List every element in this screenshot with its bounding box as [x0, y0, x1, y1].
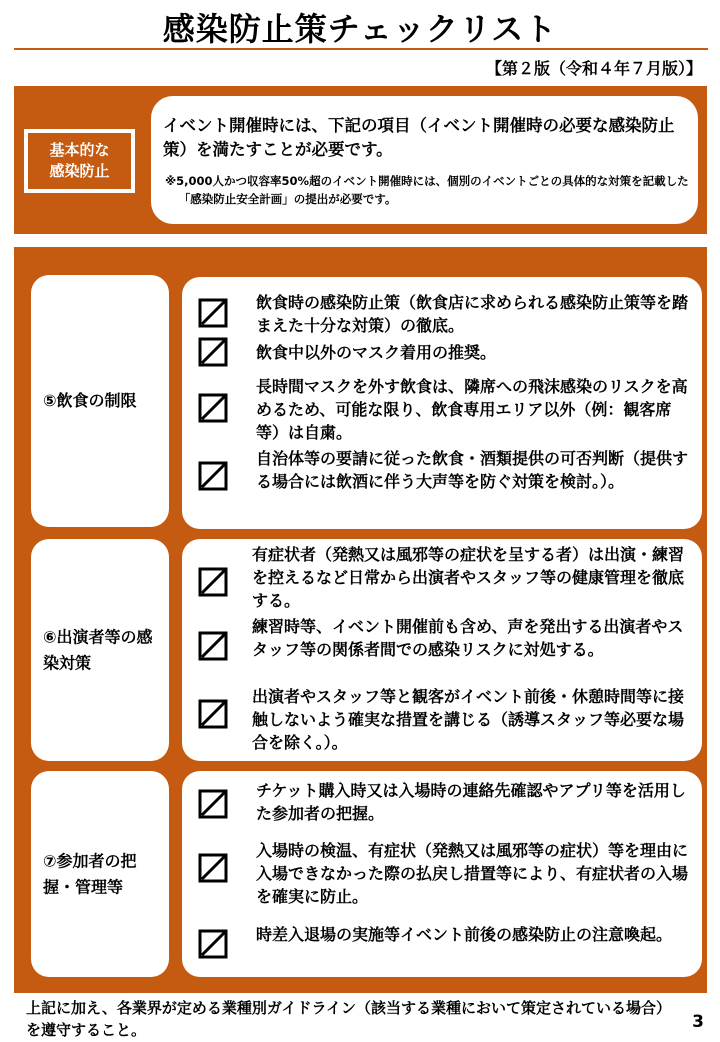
- checklist-item-text: 出演者やスタッフ等と観客がイベント前後・休憩時間等に接触しないよう確実な措置を講じる（誘導スタッフ等必要な場合を除く。）。: [252, 687, 685, 753]
- checkbox-icon[interactable]: [198, 461, 228, 491]
- footer-note: 上記に加え、各業界が定める業種別ガイドライン（該当する業種において策定されている場合）を遵守すること。: [26, 999, 672, 1039]
- section-title: ⑦参加者の把握・管理等: [43, 851, 137, 896]
- section-title: ⑥出演者等の感染対策: [43, 627, 153, 672]
- basic-main-text: イベント開催時には、下記の項目（イベント開催時の必要な感染防止策）を満たすことが必要です。: [163, 116, 675, 159]
- title-underline: [14, 48, 708, 50]
- checklist-item-text: 飲食時の感染防止策（飲食店に求められる感染防止策等を踏まえた十分な対策）の徹底。: [256, 293, 689, 336]
- basic-note: ※5,000人かつ収容率50%超のイベント開催時には、個別のイベントごとの具体的な対策を記載した「感染防止安全計画」の提出が必要です。: [165, 174, 689, 206]
- checklist-item-text: 練習時等、イベント開催前も含め、声を発出する出演者やスタッフ等の関係者間での感染リスクに対処する。: [252, 617, 684, 660]
- checklist-item-text: 有症状者（発熱又は風邪等の症状を呈する者）は出演・練習を控えるなど日常から出演者やスタッフ等の健康管理を徹底する。: [252, 545, 685, 611]
- section-title: ⑤飲食の制限: [43, 391, 137, 411]
- page-number: 3: [692, 1012, 704, 1032]
- section-box-eating: [182, 277, 702, 529]
- checkbox-icon[interactable]: [198, 298, 228, 328]
- checklist-item-text: チケット購入時又は入場時の連絡先確認やアプリ等を活用した参加者の把握。: [256, 781, 686, 824]
- checklist-item-text: 時差入退場の実施等イベント前後の感染防止の注意喚起。: [256, 925, 673, 944]
- checklist-item-text: 長時間マスクを外す飲食は、隣席への飛沫感染のリスクを高めるため、可能な限り、飲食専用エリア以外（例：観客席等）は自粛。: [256, 377, 688, 443]
- checklist-item-text: 自治体等の要請に従った飲食・酒類提供の可否判断（提供する場合には飲酒に伴う大声等を防ぐ対策を検討。）。: [256, 449, 689, 492]
- checkbox-icon[interactable]: [198, 789, 228, 819]
- section-label-performers: [31, 539, 169, 761]
- basic-section: [14, 86, 707, 234]
- checkbox-icon[interactable]: [198, 393, 228, 423]
- edition-label: 【第２版（令和４年７月版）】: [485, 59, 702, 78]
- checkbox-icon[interactable]: [198, 699, 228, 729]
- basic-description-box: [151, 96, 698, 224]
- page-title: 感染防止策チェックリスト: [162, 10, 558, 48]
- section-label-eating: [31, 275, 169, 527]
- checklist-item-text: 飲食中以外のマスク着用の推奨。: [256, 343, 497, 362]
- section-label-participants: [31, 771, 169, 977]
- section-box-performers: [182, 539, 702, 761]
- checkbox-icon[interactable]: [198, 631, 228, 661]
- checkbox-icon[interactable]: [198, 337, 228, 367]
- basic-label-box: [24, 129, 135, 193]
- checkbox-icon[interactable]: [198, 853, 228, 883]
- checkbox-icon[interactable]: [198, 567, 228, 597]
- checklist-section: [14, 247, 707, 993]
- basic-label-line1: 基本的な: [49, 141, 110, 159]
- section-box-participants: [182, 771, 702, 977]
- checkbox-icon[interactable]: [198, 929, 228, 959]
- checklist-item-text: 入場時の検温、有症状（発熱又は風邪等の症状）等を理由に入場できなかった際の払戻し措置等により、有症状者の入場を確実に防止。: [256, 841, 689, 907]
- basic-label-line2: 感染防止: [49, 162, 110, 180]
